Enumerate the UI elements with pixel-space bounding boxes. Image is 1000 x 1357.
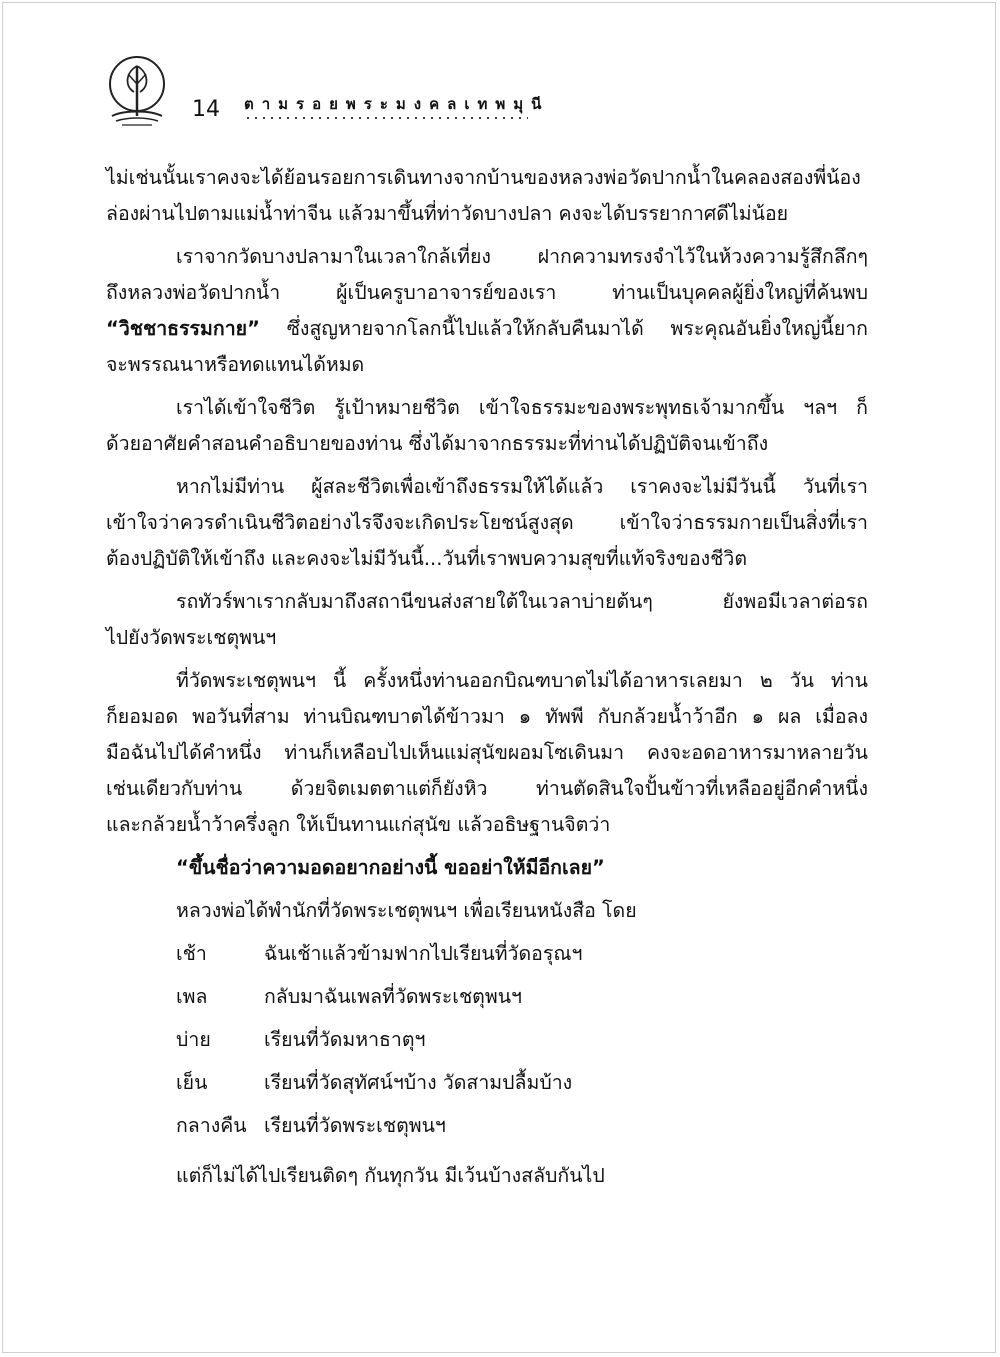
bold-term: “วิชชาธรรมกาย” (106, 317, 260, 340)
paragraph-6 (106, 663, 868, 843)
text-line: ที่วัดพระเชตุพนฯ นี้ ครั้งหนึ่งท่านออกบิณฑบาตไม่ได้อาหารเลยมา ๒ วัน ท่าน (176, 669, 868, 692)
paragraph-5 (106, 584, 868, 656)
schedule-activity: ฉันเช้าแล้วข้ามฟากไปเรียนที่วัดอรุณฯ (264, 942, 583, 965)
schedule-row (176, 1065, 868, 1108)
text-line: รถทัวร์พาเรากลับมาถึงสถานีขนส่งสายใต้ในเวลาบ่ายต้นๆ ยังพอมีเวลาต่อรถ (176, 590, 868, 613)
schedule-row (176, 1108, 868, 1151)
tree-logo-icon (104, 46, 166, 128)
paragraph-7 (106, 893, 868, 929)
text-line (106, 850, 868, 886)
text-line: เข้าใจว่าควรดำเนินชีวิตอย่างไรจึงจะเกิดประโยชน์สูงสุด เข้าใจว่าธรรมกายเป็นสิ่งที่เรา (106, 511, 868, 534)
running-title: ตามรอยพระมงคลเทพมุนี (244, 95, 550, 113)
text-line (106, 311, 868, 347)
schedule-time: เพล (176, 985, 208, 1008)
schedule-row (176, 1022, 868, 1065)
text-line: เราจากวัดบางปลามาในเวลาใกล้เที่ยง ฝากความทรงจำไว้ในห้วงความรู้สึกลึกๆ (176, 245, 868, 268)
text-run: ซึ่งสูญหายจากโลกนี้ไปแล้วให้กลับคืนมาได้ พระคุณอันยิ่งใหญ่นี้ยาก (259, 317, 868, 340)
quote (106, 850, 868, 886)
schedule-activity: เรียนที่วัดสุทัศน์ฯบ้าง วัดสามปลื้มบ้าง (264, 1071, 573, 1094)
schedule-activity: เรียนที่วัดพระเชตุพนฯ (264, 1114, 446, 1137)
text-line: หลวงพ่อได้พำนักที่วัดพระเชตุพนฯ เพื่อเรียนหนังสือ โดย (176, 899, 637, 922)
schedule-time: เช้า (176, 942, 207, 965)
paragraph-2 (106, 239, 868, 383)
paragraph-3 (106, 390, 868, 462)
text-line: หากไม่มีท่าน ผู้สละชีวิตเพื่อเข้าถึงธรรมให้ได้แล้ว เราคงจะไม่มีวันนี้ วันที่เรา (176, 475, 868, 498)
paragraph-8 (106, 1158, 868, 1194)
text-line: ถึงหลวงพ่อวัดปากน้ำ ผู้เป็นครูบาอาจารย์ของเรา ท่านเป็นบุคคลผู้ยิ่งใหญ่ที่ค้นพบ (106, 281, 868, 304)
schedule-time: กลางคืน (176, 1114, 247, 1137)
text-line: ด้วยอาศัยคำสอนคำอธิบายของท่าน ซึ่งได้มาจากธรรมะที่ท่านได้ปฏิบัติจนเข้าถึง (106, 432, 769, 455)
schedule-list (176, 936, 868, 1151)
body-text (106, 160, 868, 1201)
text-line: ล่องผ่านไปตามแม่น้ำท่าจีน แล้วมาขึ้นที่ท่าวัดบางปลา คงจะได้บรรยากาศดีไม่น้อย (106, 202, 789, 225)
schedule-time: เย็น (176, 1071, 208, 1094)
schedule-activity: เรียนที่วัดมหาธาตุฯ (264, 1028, 426, 1051)
text-line: และกล้วยน้ำว้าครึ่งลูก ให้เป็นทานแก่สุนัข แล้วอธิษฐานจิตว่า (106, 813, 611, 836)
dotted-rule (244, 117, 528, 119)
text-line: ต้องปฏิบัติให้เข้าถึง และคงจะไม่มีวันนี้...วันที่เราพบความสุขที่แท้จริงของชีวิต (106, 547, 748, 570)
schedule-time: บ่าย (176, 1028, 211, 1051)
page-number: 14 (192, 97, 220, 122)
text-line: ไม่เช่นนั้นเราคงจะได้ย้อนรอยการเดินทางจากบ้านของหลวงพ่อวัดปากน้ำในคลองสองพี่น้อง (106, 166, 861, 189)
text-line: ก็ยอมอด พอวันที่สาม ท่านบิณฑบาตได้ข้าวมา ๑ ทัพพี กับกล้วยน้ำว้าอีก ๑ ผล เมื่อลง (106, 705, 868, 728)
text-line: จะพรรณนาหรือทดแทนได้หมด (106, 353, 365, 376)
text-line: เราได้เข้าใจชีวิต รู้เป้าหมายชีวิต เข้าใจธรรมะของพระพุทธเจ้ามากขึ้น ฯลฯ ก็ (176, 396, 868, 419)
text-line: ไปยังวัดพระเชตุพนฯ (106, 626, 277, 649)
schedule-row (176, 979, 868, 1022)
text-line: มือฉันไปได้คำหนึ่ง ท่านก็เหลือบไปเห็นแม่สุนัขผอมโซเดินมา คงจะอดอาหารมาหลายวัน (106, 741, 868, 764)
schedule-activity: กลับมาฉันเพลที่วัดพระเชตุพนฯ (264, 985, 522, 1008)
paragraph-1 (106, 160, 868, 232)
text-line: เช่นเดียวกับท่าน ด้วยจิตเมตตาแต่ก็ยังหิว ท่านตัดสินใจปั้นข้าวที่เหลืออยู่อีกคำหนึ่ง (106, 777, 868, 800)
schedule-row (176, 936, 868, 979)
quote-text: “ขึ้นชื่อว่าความอดอยากอย่างนี้ ขออย่าให้มีอีกเลย” (176, 856, 605, 879)
paragraph-4 (106, 469, 868, 577)
text-line: แต่ก็ไม่ได้ไปเรียนติดๆ กันทุกวัน มีเว้นบ้างสลับกันไป (176, 1164, 605, 1187)
